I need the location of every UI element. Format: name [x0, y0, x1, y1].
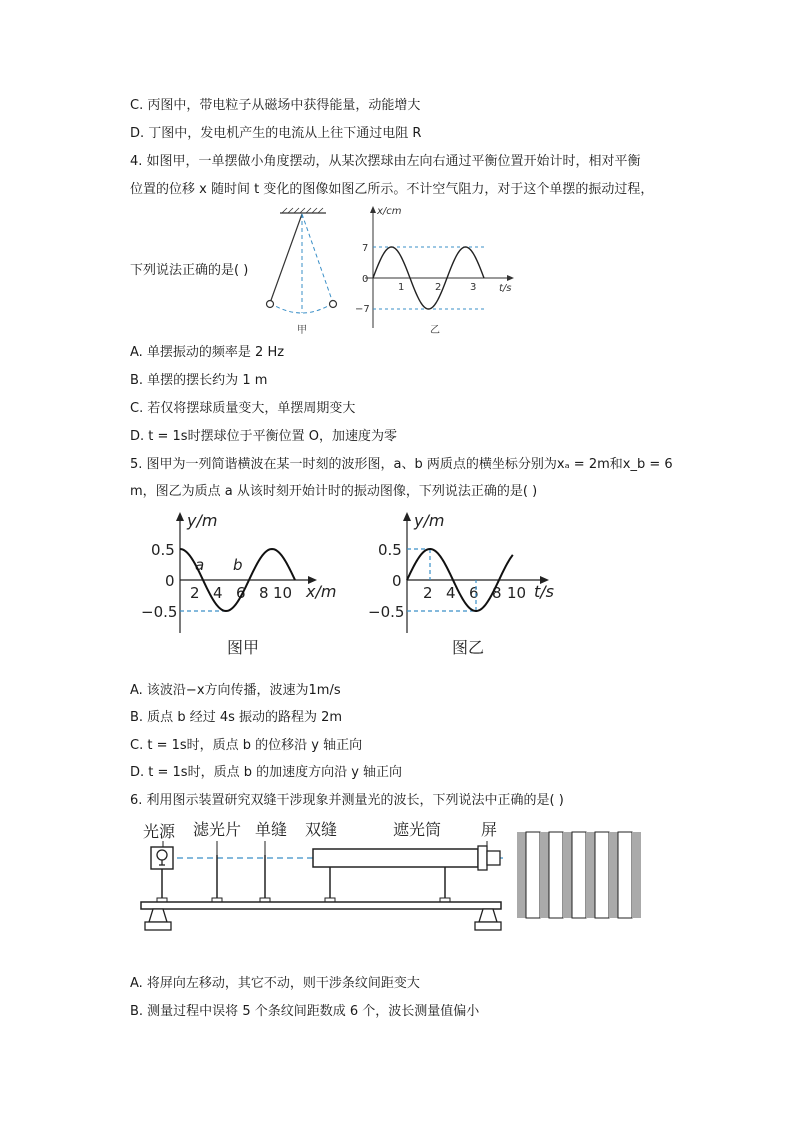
option-d-q3: D. 丁图中，发电机产生的电流从上往下通过电阻 R	[130, 126, 422, 141]
x-tick-4: 4	[446, 584, 456, 602]
y-axis-arrow	[370, 206, 376, 213]
x-tick-6: 6	[236, 584, 246, 602]
double-slit-apparatus	[135, 815, 655, 945]
x-tick-4: 4	[213, 584, 223, 602]
shading-tube	[313, 849, 478, 867]
y-tick-neg05: −0.5	[141, 603, 178, 621]
y-tick-7: 7	[362, 243, 369, 254]
y-axis-label: y/m	[187, 511, 218, 530]
label-light-source: 光源	[143, 822, 176, 841]
pendulum-caption: 甲	[297, 325, 307, 336]
y-tick-0: 0	[392, 572, 402, 590]
label-tube: 遮光筒	[393, 820, 442, 839]
y-tick-neg05: −0.5	[368, 603, 405, 621]
bench-base-left	[145, 922, 171, 930]
x-tick-2: 2	[435, 282, 442, 293]
question-4-line-2: 位置的位移 x 随时间 t 变化的图像如图乙所示。不计空气阻力，对于这个单摆的振动过程，	[130, 182, 654, 197]
eyepiece	[487, 851, 500, 865]
x-axis-arrow	[507, 275, 514, 281]
y-axis-arrow	[176, 512, 184, 521]
option-a-q6: A. 将屏向左移动，其它不动，则干涉条纹间距变大	[130, 976, 420, 991]
question-6-line: 6. 利用图示装置研究双缝干涉现象并测量光的波长，下列说法中正确的是( )	[130, 793, 564, 808]
interference-fringes	[515, 832, 645, 918]
x-axis-label: t/s	[499, 283, 512, 294]
bench-base-right	[475, 922, 501, 930]
x-tick-3: 3	[470, 282, 477, 293]
option-b-q5: B. 质点 b 经过 4s 振动的路程为 2m	[130, 710, 343, 725]
label-double-slit: 双缝	[305, 820, 338, 839]
pendulum-figure	[260, 205, 350, 340]
x-tick-8: 8	[259, 584, 269, 602]
y-tick-neg7: −7	[355, 304, 370, 315]
question-5-line-2: m，图乙为质点 a 从该时刻开始计时的振动图像，下列说法正确的是( )	[130, 484, 538, 499]
option-b-q6: B. 测量过程中误将 5 个条纹间距数成 6 个，波长测量值偏小	[130, 1004, 480, 1019]
x-tick-10: 10	[273, 584, 293, 602]
pendulum-right-extreme	[302, 214, 333, 303]
y-tick-05: 0.5	[378, 541, 402, 559]
question-4-line-1: 4. 如图甲，一单摆做小角度摆动，从某次摆球由左向右通过平衡位置开始计时，相对平衡	[130, 154, 641, 169]
x-t-graph	[355, 200, 520, 340]
x-tick-2: 2	[423, 584, 433, 602]
x-tick-10: 10	[507, 584, 527, 602]
bench-leg-left	[149, 909, 167, 922]
bench-leg-right	[479, 909, 497, 922]
option-d-q4: D. t = 1s时摆球位于平衡位置 O，加速度为零	[130, 429, 397, 444]
option-c-q4: C. 若仅将摆球质量变大，单摆周期变大	[130, 401, 356, 416]
y-axis-arrow	[403, 512, 411, 521]
point-a-label: a	[195, 556, 205, 574]
x-tick-6: 6	[469, 584, 479, 602]
optical-bench	[141, 902, 501, 909]
point-b-label: b	[233, 556, 243, 574]
x-axis-label: x/m	[306, 582, 337, 601]
graph-caption: 乙	[430, 325, 440, 336]
left-caption: 图甲	[227, 638, 260, 657]
bob-left	[267, 301, 274, 308]
x-axis-label: t/s	[534, 582, 554, 601]
option-c-q3: C. 丙图中，带电粒子从磁场中获得能量，动能增大	[130, 98, 421, 113]
option-a-q4: A. 单摆振动的频率是 2 Hz	[130, 345, 285, 360]
label-screen: 屏	[481, 820, 498, 839]
label-single-slit: 单缝	[255, 820, 288, 839]
vibration-graph	[362, 508, 562, 663]
y-tick-0: 0	[165, 572, 175, 590]
x-tick-2: 2	[190, 584, 200, 602]
bob-right	[330, 301, 337, 308]
wave-graph	[135, 508, 345, 663]
option-a-q5: A. 该波沿−x方向传播，波速为1m/s	[130, 683, 341, 698]
y-axis-label: x/cm	[377, 206, 402, 217]
question-5-line-1: 5. 图甲为一列简谐横波在某一时刻的波形图，a、b 两质点的横坐标分别为xₐ = 2m和x_b = 6	[130, 457, 673, 472]
ceiling-hatch	[282, 208, 323, 213]
option-c-q5: C. t = 1s时，质点 b 的位移沿 y 轴正向	[130, 738, 363, 753]
x-tick-8: 8	[492, 584, 502, 602]
y-axis-label: y/m	[414, 511, 445, 530]
question-4-line-3: 下列说法正确的是( )	[130, 263, 249, 278]
option-d-q5: D. t = 1s时，质点 b 的加速度方向沿 y 轴正向	[130, 765, 403, 780]
right-caption: 图乙	[452, 638, 485, 657]
x-tick-1: 1	[398, 282, 405, 293]
y-tick-0: 0	[362, 274, 369, 285]
option-b-q4: B. 单摆的摆长约为 1 m	[130, 373, 268, 388]
y-tick-05: 0.5	[151, 541, 175, 559]
pendulum-string	[270, 214, 302, 303]
screen-holder	[478, 846, 487, 870]
label-filter: 滤光片	[193, 820, 242, 839]
